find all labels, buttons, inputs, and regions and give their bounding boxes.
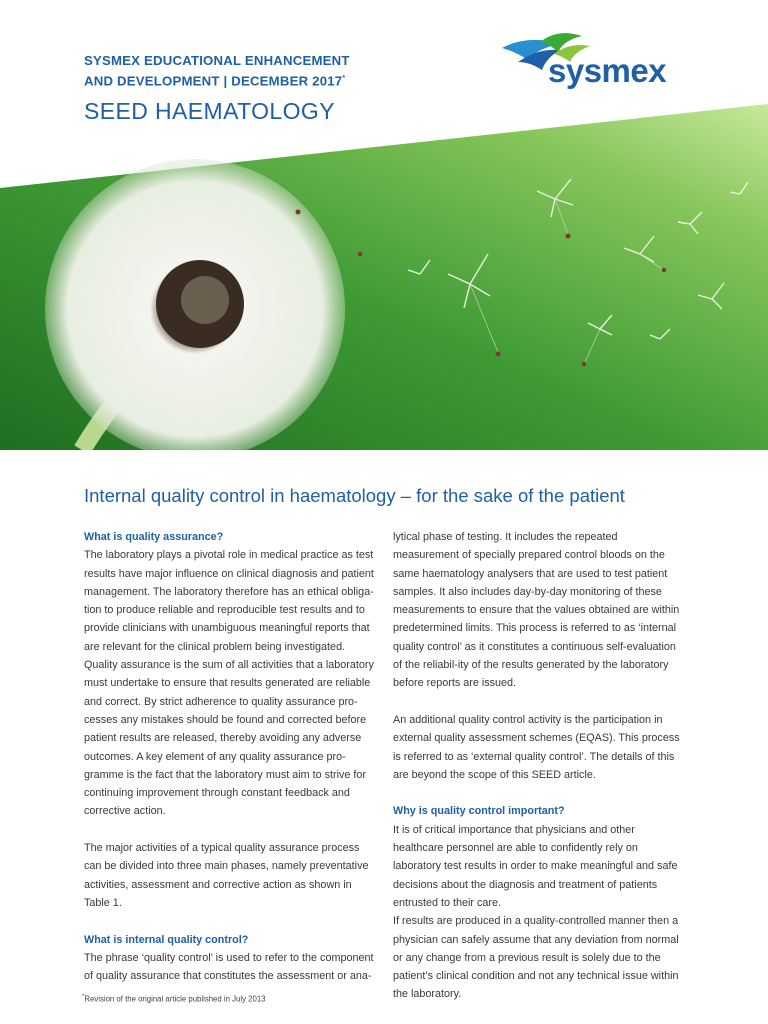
- paragraph: It is of critical importance that physicians and other healthcare personnel are able to confidently rely on laboratory test results in order to make meaningful and safe decisions about the diagnosis and treatment of patients entrusted to their care.: [393, 823, 678, 909]
- paragraph: If results are produced in a quality-controlled manner then a physician can safely assume that any deviation from normal or any change from a previous result is solely due to the patient’s clinical condition and not any technical issue within the laboratory.: [393, 915, 679, 1001]
- left-column: [84, 528, 375, 985]
- paragraph-gap: [393, 693, 684, 711]
- article-headline: Internal quality control in haematology – for the sake of the patient: [84, 485, 625, 506]
- paragraph-gap: [393, 784, 684, 802]
- header-asterisk: *: [342, 75, 346, 82]
- dandelion-image: [0, 104, 768, 450]
- paragraph-gap: [84, 912, 375, 930]
- heading-why-quality-control: Why is quality control important?: [393, 805, 565, 818]
- footnote: *Revision of the original article published in July 2013: [82, 994, 266, 1004]
- heading-internal-quality-control: What is internal quality control?: [84, 933, 249, 946]
- paragraph: The laboratory plays a pivotal role in medical practice as test results have major influence on clinical diagnosis and patient management. The laboratory therefore has an ethical obliga-tion to produce reliable and reproducible test results and to provide clinicians with unambiguous meaningful reports that are relevant for the clinical problem being investigated. Quality assurance is the sum of all activities that a laboratory must undertake to ensure that results generated are reliable and correct. By strict adherence to quality assurance pro-cesses any mistakes should be found and corrected before patient results are released, thereby avoiding any adverse outcomes. A key element of any quality assurance pro-gramme is the fact that the laboratory must aim to strive for continuing improvement through constant feedback and corrective action.: [84, 549, 374, 818]
- header-line-1: SYSMEX EDUCATIONAL ENHANCEMENT: [84, 53, 350, 68]
- right-column: [393, 528, 684, 1004]
- heading-quality-assurance: What is quality assurance?: [84, 531, 224, 543]
- sysmex-logo-text: sysmex: [548, 52, 667, 89]
- paragraph-gap: [84, 821, 375, 839]
- paragraph: An additional quality control activity is the participation in external quality assessment schemes (EQAS). This process is referred to as ‘external quality control’. The details of this are beyond the scope of this SEED article.: [393, 713, 680, 781]
- paragraph: lytical phase of testing. It includes the repeated measurement of specially prepared control bloods on the same haematology analysers that are used to test patient samples. It also includes day-by-day monitoring of these measurements to ensure that the values obtained are within predetermined limits. This process is referred to as ‘internal quality control’ as it constitutes a continuous self-evaluation of the reliabil-ity of the results generated by the laboratory before reports are issued.: [393, 531, 680, 690]
- series-title: SEED HAEMATOLOGY: [84, 98, 335, 124]
- footnote-asterisk: *: [82, 994, 85, 1000]
- publication-header: [84, 52, 504, 90]
- header-line-2: AND DEVELOPMENT | DECEMBER 2017*: [84, 73, 346, 89]
- paragraph: The major activities of a typical quality assurance process can be divided into three main phases, namely preventative activities, assessment and corrective action as shown in Table 1.: [84, 842, 369, 909]
- paragraph: The phrase ‘quality control’ is used to refer to the component of quality assurance that constitutes the assessment or ana-: [84, 951, 374, 983]
